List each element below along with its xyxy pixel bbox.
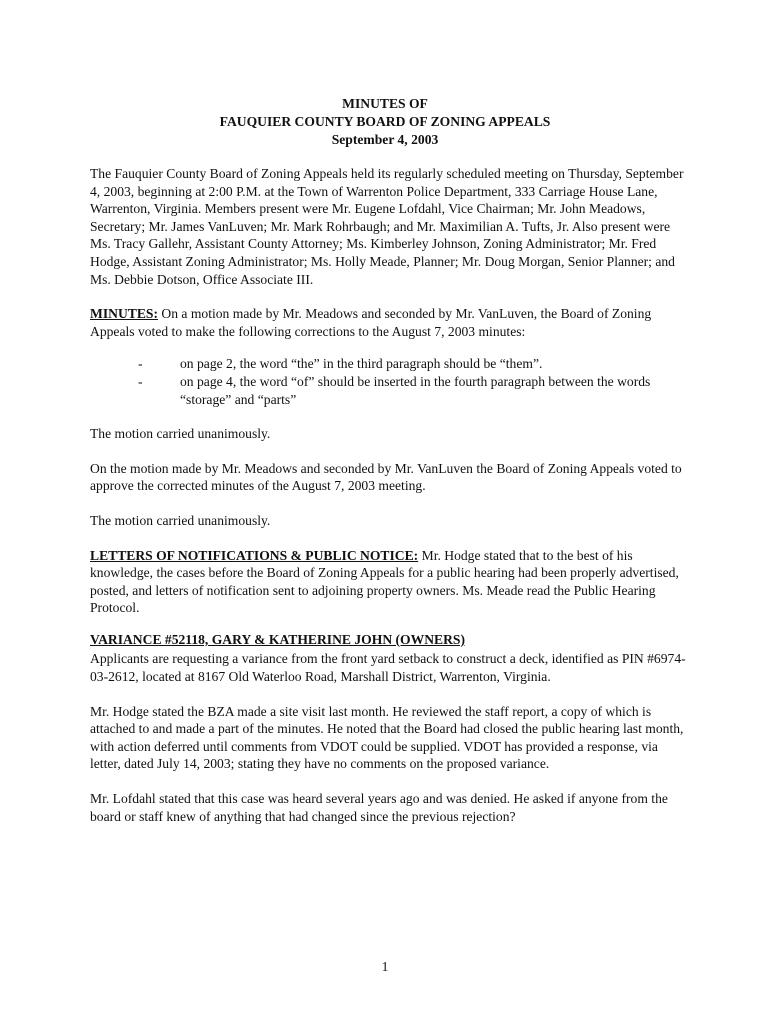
intro-paragraph: The Fauquier County Board of Zoning Appeals held its regularly scheduled meeting on Thursday, September 4, 2003, beginning at 2:00 P.M. at the Town of Warrenton Police Department, 333 Carriage House Lane, Warrenton, Virginia. Members present were Mr. Eugene Lofdahl, Vice Chairman; Mr. John Meadows, Secretary; Mr. James VanLuven; Mr. Mark Rohrbaugh; and Mr. Maximilian A. Tufts, Jr. Also present were Ms. Tracy Gallehr, Assistant County Attorney; Ms. Kimberley Johnson, Zoning Administrator; Mr. Fred Hodge, Assistant Zoning Administrator; Ms. Holly Meade, Planner; Mr. Doug Morgan, Senior Planner; and Ms. Debbie Dotson, Office Associate III. <box>90 166 684 287</box>
list-item <box>90 373 690 408</box>
list-item <box>90 355 690 373</box>
correction-text: on page 4, the word “of” should be inserted in the fourth paragraph between the words “storage” and “parts” <box>180 373 651 407</box>
correction-text: on page 2, the word “the” in the third paragraph should be “them”. <box>180 356 543 372</box>
minutes-text: On a motion made by Mr. Meadows and seconded by Mr. VanLuven, the Board of Zoning Appeals voted to make the following corrections to the August 7, 2003 minutes: <box>90 306 652 339</box>
letters-section-label: LETTERS OF NOTIFICATIONS & PUBLIC NOTICE: <box>90 547 419 563</box>
document-heading <box>0 95 770 149</box>
variance-request-paragraph: Applicants are requesting a variance from the front yard setback to construct a deck, identified as PIN #6974-03-2612, located at 8167 Old Waterloo Road, Marshall District, Warrenton, Virginia. <box>90 651 686 685</box>
heading-meeting-date: September 4, 2003 <box>331 132 439 147</box>
motion-result: The motion carried unanimously. <box>90 426 271 442</box>
minutes-section-label: MINUTES: <box>90 306 158 322</box>
minutes-paragraph <box>90 305 690 340</box>
approval-paragraph: On the motion made by Mr. Meadows and seconded by Mr. VanLuven the Board of Zoning Appeals voted to approve the corrected minutes of the August 7, 2003 meeting. <box>90 460 682 494</box>
heading-board-name: FAUQUIER COUNTY BOARD OF ZONING APPEALS <box>219 114 551 129</box>
hodge-paragraph: Mr. Hodge stated the BZA made a site visit last month. He reviewed the staff report, a copy of which is attached to and made a part of the minutes. He noted that the Board had closed the public hearing last month, with action deferred until comments from VDOT could be supplied. VDOT has provided a response, via letter, dated July 14, 2003; stating they have no comments on the proposed variance. <box>90 703 684 772</box>
variance-title-text: VARIANCE #52118, GARY & KATHERINE JOHN (OWNERS) <box>90 631 466 647</box>
corrections-list <box>90 355 690 408</box>
dash-marker: - <box>138 373 143 389</box>
lofdahl-paragraph: Mr. Lofdahl stated that this case was heard several years ago and was denied. He asked if anyone from the board or staff knew of anything that had changed since the previous rejection? <box>90 791 668 824</box>
document-body <box>90 165 690 825</box>
dash-marker: - <box>138 356 143 372</box>
letters-text: Mr. Hodge stated that to the best of his knowledge, the cases before the Board of Zoning Appeals for a public hearing had been properly advertised, posted, and letters of notification sent to adjoining property owners. Ms. Meade read the Public Hearing Protocol. <box>90 547 679 616</box>
variance-title <box>90 631 690 649</box>
letters-paragraph <box>90 547 690 617</box>
heading-minutes-of: MINUTES OF <box>342 96 428 111</box>
motion-result: The motion carried unanimously. <box>90 512 271 528</box>
page-number: 1 <box>381 959 389 974</box>
